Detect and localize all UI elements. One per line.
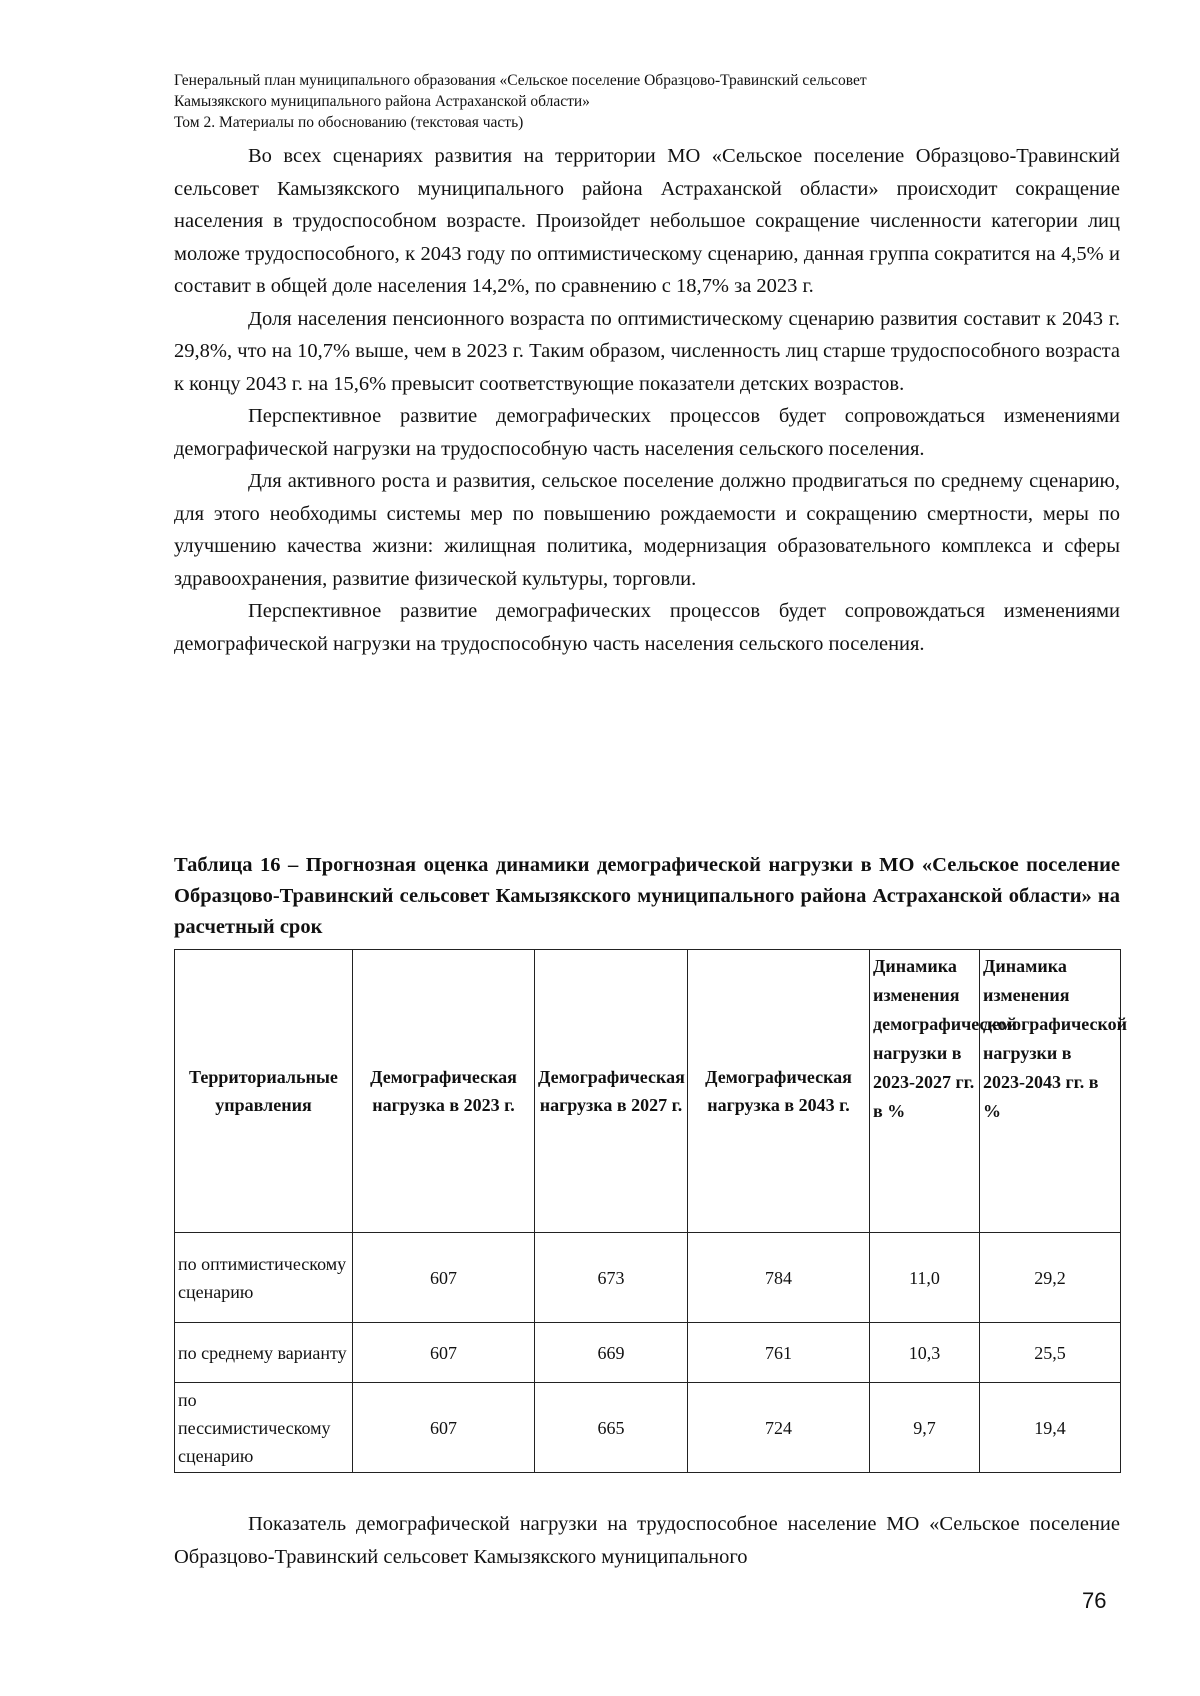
header-cell: Динамика изменения демографической нагрузки в 2023-2043 гг. в %: [980, 950, 1121, 1233]
header-cell: Динамика изменения демографической нагрузки в 2023-2027 гг. в %: [870, 950, 980, 1233]
header-line-1: Генеральный план муниципального образования «Сельское поселение Образцово-Травинский сельсовет: [174, 72, 867, 89]
table-row: [175, 1383, 1121, 1473]
document-header: [174, 70, 1124, 133]
header-line-2: Камызякского муниципального района Астраханской области»: [174, 93, 590, 110]
table-cell: 10,3: [870, 1323, 980, 1383]
table-cell: 669: [535, 1323, 688, 1383]
paragraph: Показатель демографической нагрузки на трудоспособное население МО «Сельское поселение Образцово-Травинский сельсовет Камызякского муниципального: [174, 1513, 1120, 1568]
header-cell: Демографическая нагрузка в 2023 г.: [353, 950, 535, 1233]
table-cell: 9,7: [870, 1383, 980, 1473]
table-cell: 19,4: [980, 1383, 1121, 1473]
table-cell: 724: [688, 1383, 870, 1473]
table-cell: 29,2: [980, 1233, 1121, 1323]
page-number: 76: [1082, 1588, 1107, 1613]
paragraph: Во всех сценариях развития на территории МО «Сельское поселение Образцово-Травинский сельсовет Камызякского муниципального района Астраханской области» происходит сокращение населения в трудоспособном возрасте. Произойдет небольшое сокращение численности категории лиц моложе трудоспособного, к 2043 году по оптимистическому сценарию, данная группа сократится на 4,5% и составит в общей доле населения 14,2%, по сравнению с 18,7% за 2023 г.: [174, 145, 1120, 297]
header-cell: Демографическая нагрузка в 2043 г.: [688, 950, 870, 1233]
table-row: [175, 1323, 1121, 1383]
table-cell: 607: [353, 1323, 535, 1383]
paragraph: Для активного роста и развития, сельское поселение должно продвигаться по среднему сценарию, для этого необходимы системы мер по повышению рождаемости и сокращению смертности, меры по улучшению качества жизни: жилищная политика, модернизация образовательного комплекса и сферы здравоохранения, развитие физической культуры, торговли.: [174, 470, 1120, 590]
table-cell: 761: [688, 1323, 870, 1383]
paragraph: Перспективное развитие демографических процессов будет сопровождаться изменениями демографической нагрузки на трудоспособную часть населения сельского поселения.: [174, 405, 1120, 460]
row-label: по среднему варианту: [175, 1323, 353, 1383]
table-cell: 784: [688, 1233, 870, 1323]
paragraph: Перспективное развитие демографических процессов будет сопровождаться изменениями демографической нагрузки на трудоспособную часть населения сельского поселения.: [174, 600, 1120, 655]
table-cell: 665: [535, 1383, 688, 1473]
closing-text: [174, 1508, 1120, 1574]
table-cell: 25,5: [980, 1323, 1121, 1383]
demographic-load-table: [174, 949, 1127, 1473]
body-text: [174, 140, 1120, 660]
table-header-row: [175, 950, 1121, 1233]
row-label: по оптимистическому сценарию: [175, 1233, 353, 1323]
table-cell: 673: [535, 1233, 688, 1323]
paragraph: Доля населения пенсионного возраста по оптимистическому сценарию развития составит к 2043 г. 29,8%, что на 10,7% выше, чем в 2023 г. Таким образом, численность лиц старше трудоспособного возраста к концу 2043 г. на 15,6% превысит соответствующие показатели детских возрастов.: [174, 307, 1120, 395]
table-caption: Таблица 16 – Прогнозная оценка динамики демографической нагрузки в МО «Сельское поселение Образцово-Травинский сельсовет Камызякского муниципального района Астраханской области» на расчетный срок: [174, 854, 1120, 938]
row-label: по пессимистическому сценарию: [175, 1383, 353, 1473]
table-row: [175, 1233, 1121, 1323]
header-line-3: Том 2. Материалы по обоснованию (текстовая часть): [174, 114, 524, 131]
table-cell: 11,0: [870, 1233, 980, 1323]
header-cell: Демографическая нагрузка в 2027 г.: [535, 950, 688, 1233]
table-cell: 607: [353, 1233, 535, 1323]
header-cell: Территориальные управления: [175, 950, 353, 1233]
table-cell: 607: [353, 1383, 535, 1473]
